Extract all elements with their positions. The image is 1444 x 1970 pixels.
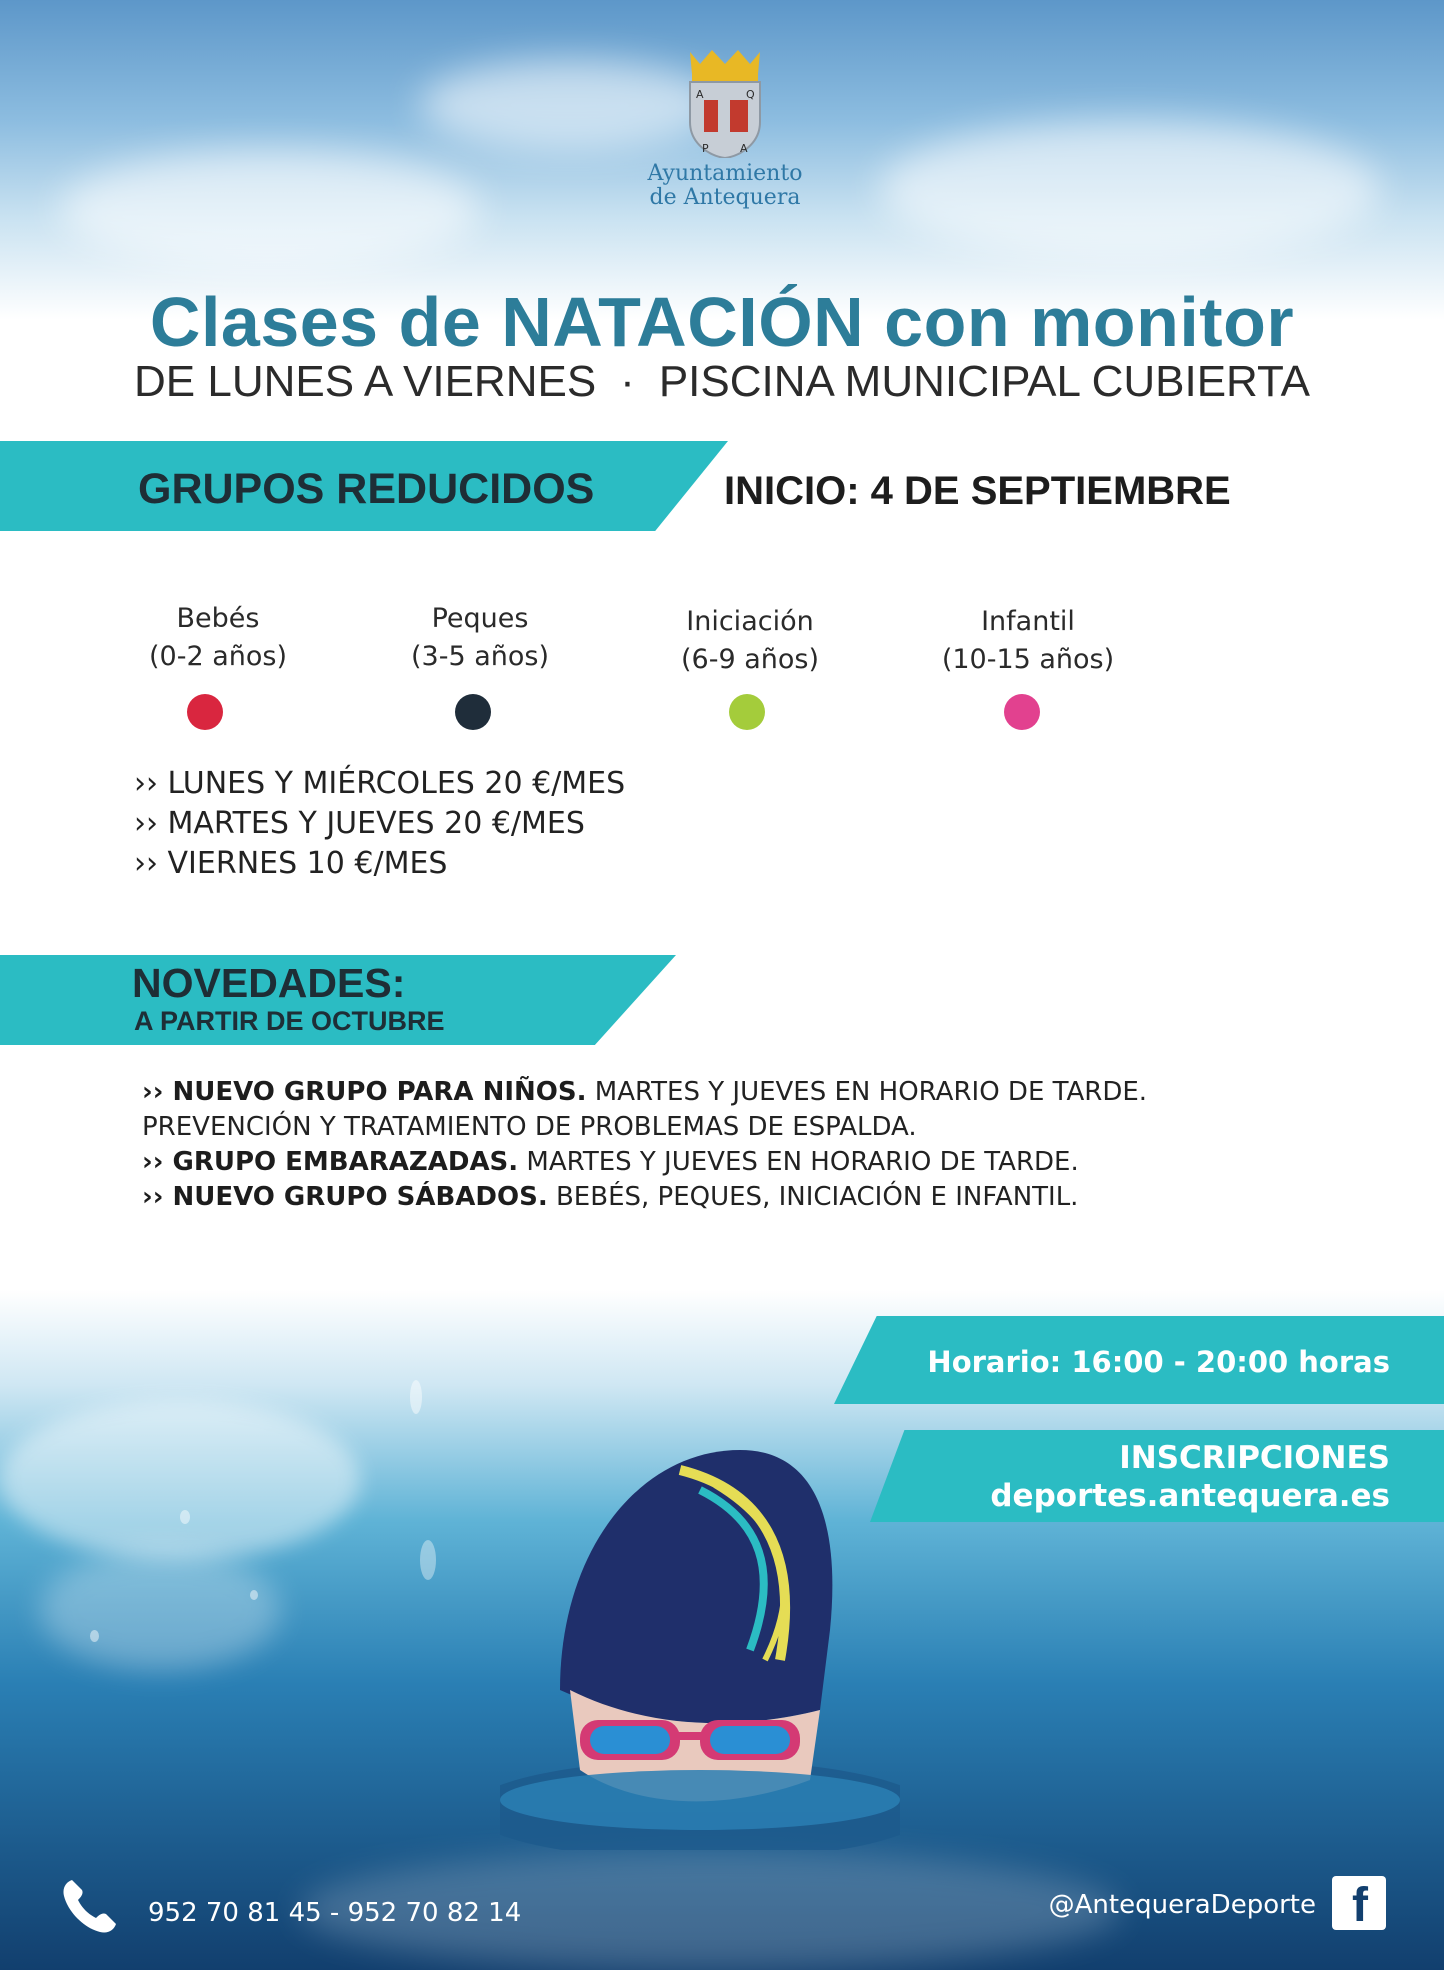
coat-of-arms-icon bbox=[682, 48, 768, 158]
novedad-item: ›› NUEVO GRUPO PARA NIÑOS. MARTES Y JUEVES EN HORARIO DE TARDE. bbox=[142, 1077, 1148, 1107]
age-group-iniciacion bbox=[640, 603, 860, 679]
group-dot-iniciacion bbox=[729, 694, 765, 730]
novedades-subtitle: A PARTIR DE OCTUBRE bbox=[134, 1006, 445, 1036]
age-group-name: Infantil bbox=[981, 606, 1075, 637]
logo-text-line1: Ayuntamiento bbox=[647, 161, 803, 186]
inscripciones-url[interactable]: deportes.antequera.es bbox=[990, 1478, 1390, 1514]
subtitle-venue: PISCINA MUNICIPAL CUBIERTA bbox=[658, 357, 1310, 406]
price-line: ›› MARTES Y JUEVES 20 €/MES bbox=[134, 806, 585, 841]
age-group-range: (3-5 años) bbox=[411, 641, 549, 672]
main-title: Clases de NATACIÓN con monitor bbox=[149, 283, 1295, 361]
logo-text-line2: de Antequera bbox=[649, 185, 801, 210]
subtitle-separator: · bbox=[620, 357, 635, 406]
inscripciones-title: INSCRIPCIONES bbox=[1119, 1440, 1390, 1476]
facebook-icon[interactable]: f bbox=[1332, 1876, 1386, 1930]
social-handle[interactable]: @AntequeraDeporte bbox=[1048, 1890, 1316, 1920]
group-dot-bebes bbox=[187, 694, 223, 730]
start-date-label: INICIO: 4 DE SEPTIEMBRE bbox=[724, 469, 1231, 513]
subtitle bbox=[0, 357, 1444, 407]
group-dot-peques bbox=[455, 694, 491, 730]
age-group-peques bbox=[370, 600, 590, 676]
svg-text:A: A bbox=[696, 88, 704, 101]
age-group-bebes bbox=[108, 600, 328, 676]
novedad-item: ›› GRUPO EMBARAZADAS. MARTES Y JUEVES EN HORARIO DE TARDE. bbox=[142, 1147, 1079, 1177]
phone-icon bbox=[58, 1876, 120, 1938]
svg-text:Q: Q bbox=[746, 88, 755, 101]
group-dot-infantil bbox=[1004, 694, 1040, 730]
age-group-range: (6-9 años) bbox=[681, 644, 819, 675]
novedades-title: NOVEDADES: bbox=[132, 960, 406, 1006]
ayuntamiento-logo bbox=[640, 48, 810, 218]
age-group-name: Iniciación bbox=[686, 606, 814, 637]
novedad-item: PREVENCIÓN Y TRATAMIENTO DE PROBLEMAS DE ESPALDA. bbox=[142, 1112, 917, 1142]
age-group-range: (10-15 años) bbox=[941, 644, 1115, 675]
price-line: ›› LUNES Y MIÉRCOLES 20 €/MES bbox=[134, 766, 626, 801]
age-group-infantil bbox=[918, 603, 1138, 679]
age-group-range: (0-2 años) bbox=[149, 641, 287, 672]
price-line: ›› VIERNES 10 €/MES bbox=[134, 846, 448, 881]
subtitle-days: DE LUNES A VIERNES bbox=[134, 357, 597, 406]
svg-text:P: P bbox=[702, 142, 709, 155]
age-group-name: Peques bbox=[431, 603, 529, 634]
phone-numbers[interactable]: 952 70 81 45 - 952 70 82 14 bbox=[148, 1898, 522, 1928]
novedad-item: ›› NUEVO GRUPO SÁBADOS. BEBÉS, PEQUES, INICIACIÓN E INFANTIL. bbox=[142, 1182, 1079, 1212]
svg-text:A: A bbox=[740, 142, 748, 155]
swimmer-illustration bbox=[500, 1430, 900, 1850]
age-group-name: Bebés bbox=[176, 603, 260, 634]
grupos-label: GRUPOS REDUCIDOS bbox=[138, 465, 595, 513]
horario-text: Horario: 16:00 - 20:00 horas bbox=[927, 1345, 1390, 1379]
